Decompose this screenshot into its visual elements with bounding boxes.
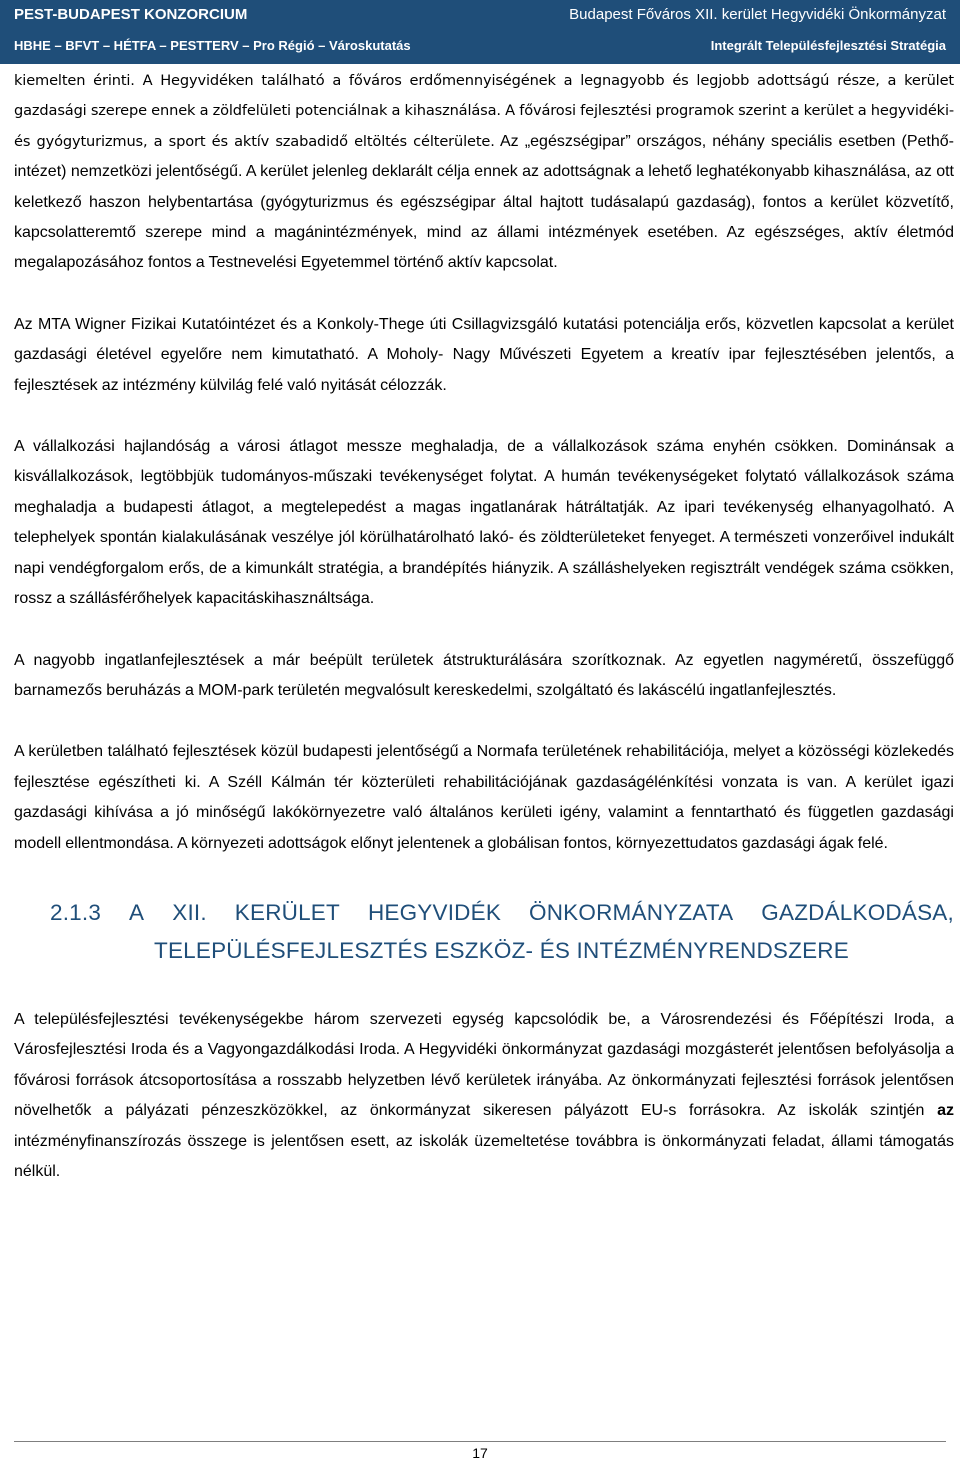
consortium-name: PEST-BUDAPEST KONZORCIUM <box>14 5 248 23</box>
heading-word: HEGYVIDÉK <box>367 899 502 925</box>
section-heading-line2: TELEPÜLÉSFEJLESZTÉS ESZKÖZ- ÉS INTÉZMÉNYRENDSZERE <box>154 937 849 963</box>
paragraph-administration-bold: az <box>937 1102 954 1120</box>
document-title: Integrált Településfejlesztési Stratégia <box>710 37 946 53</box>
paragraph-health-economy-intro: kiemelten érinti. A Hegyvidéken található a főváros erdőmennyiségének a legnagyobb és legjobb adottságú része, a kerület gazdasági szerepe ennek a zöldfelületi potenciálnak a kihasználása. A fővárosi fejlesztési programok szerint a kerület a hegyvidéki- és gyógyturizmus, a sport és aktív szabadidő eltöltés célterülete. <box>14 72 954 150</box>
paragraph-administration-end: intézményfinanszírozás összege is jelentősen esett, az iskolák üzemeltetése továbbra is önkormányzati feladat, állami támogatás nélkül. <box>14 1132 954 1180</box>
heading-word: A <box>129 899 145 925</box>
section-number: 2.1.3 <box>50 899 102 925</box>
consortium-members: HBHE – BFVT – HÉTFA – PESTTERV – Pro Régió – Városkutatás <box>14 37 411 53</box>
paragraph-research-institutes: Az MTA Wigner Fizikai Kutatóintézet és a Konkoly-Thege úti Csillagvizsgáló kutatási potenciálja erős, közvetlen kapcsolat a kerület gazdasági életével egyelőre nem kimutatható. A Moholy- Nagy Művészeti Egyetem a kreatív ipar fejlesztésében jelentős, a fejlesztések az intézmény külvilág felé való nyitását célozzák. <box>14 315 954 394</box>
paragraph-real-estate: A nagyobb ingatlanfejlesztések a már beépült területek átstrukturálására szorítkoznak. Az egyetlen nagyméretű, összefüggő barnamezős beruházás a MOM-park területén megvalósult kereskedelmi, szolgáltató és lakáscélú ingatlanfejlesztés. <box>14 651 954 699</box>
paragraph-health-economy-main: Az „egészségipar” országos, néhány speciális esetben (Pethő-intézet) nemzetközi jelentőségű. A kerület jelenleg deklarált célja ennek az adottságnak a lehető leghatékonyabb kihasználása, az ott keletkező haszon helybentartása (gyógyturizmus és egészségipar által hajtott tudásalapú gazdaság), fontos a kerület közvetítő, kapcsolatteremtő szerepe mind a magánintézmények, mind az állami intézmények esetében. Az egészséges, aktív életmód megalapozásához fontos a Testnevelési Egyetemmel történő aktív kapcsolat. <box>14 132 955 272</box>
page-body <box>14 66 954 1187</box>
paragraph-administration-text: A településfejlesztési tevékenységekbe három szervezeti egység kapcsolódik be, a Városrendezési és Főépítészi Iroda, a Városfejlesztési Iroda és a Vagyongazdálkodási Iroda. A Hegyvidéki önkormányzat gazdasági mozgásterét jelentősen befolyásolja a fővárosi források átcsoportosítása a rosszabb helyzetben lévő kerületek irányába. Az önkormányzati fejlesztési források jelentősen növelhetők a pályázati pénzeszközökkel, az önkormányzat sikeresen pályázott EU-s forrásokra. Az iskolák szintjén <box>14 1010 954 1120</box>
heading-word: XII. <box>172 899 207 925</box>
heading-word: GAZDÁLKODÁSA, <box>761 899 954 925</box>
header-bottom-row <box>14 34 946 56</box>
header-top-row <box>14 2 946 26</box>
heading-word: KERÜLET <box>234 899 340 925</box>
paragraph-enterprises: A vállalkozási hajlandóság a városi átlagot messze meghaladja, de a vállalkozások száma enyhén csökken. Dominánsak a kisvállalkozások, legtöbbjük tudományos-műszaki tevékenységet folytat. A humán tevékenységeket folytató vállalkozások száma meghaladja a budapesti átlagot, a megtelepedést a magas ingatlanárak hátráltatják. Az ipari tevékenység elhanyagolható. A telephelyek spontán kialakulásának veszélye jól körülhatárolható lakó- és zöldterületeket fenyeget. A természeti vonzerőivel indukált napi vendégforgalom erős, de a kimunkált stratégia, a brandépítés hiányzik. A szálláshelyeken regisztrált vendégek száma csökken, rossz a szállásférőhelyek kapacitáskihasználtsága. <box>14 438 954 608</box>
municipality-name: Budapest Főváros XII. kerület Hegyvidéki Önkormányzat <box>569 5 946 23</box>
section-heading <box>14 894 954 970</box>
footer-divider <box>14 1441 946 1442</box>
heading-word: ÖNKORMÁNYZATA <box>529 899 734 925</box>
section-heading-line1 <box>50 894 954 932</box>
page-header <box>0 0 960 64</box>
paragraph-health-economy <box>14 66 954 279</box>
paragraph-administration <box>14 1005 954 1187</box>
paragraph-developments: A kerületben található fejlesztések közül budapesti jelentőségű a Normafa területének rehabilitációja, melyet a közösségi közlekedés fejlesztése egészítheti ki. A Széll Kálmán tér közterületi rehabilitációjának gazdaságélénkítési vonzata is van. A kerület igazi gazdasági kihívása a jó minőségű lakókörnyezetre való általános kerületi igény, valamint a fenntartható és független gazdasági modell ellentmondása. A környezeti adottságok előnyt jelentenek a globálisan fontos, környezettudatos gazdasági ágak felé. <box>14 743 954 852</box>
page-number: 17 <box>472 1445 488 1461</box>
